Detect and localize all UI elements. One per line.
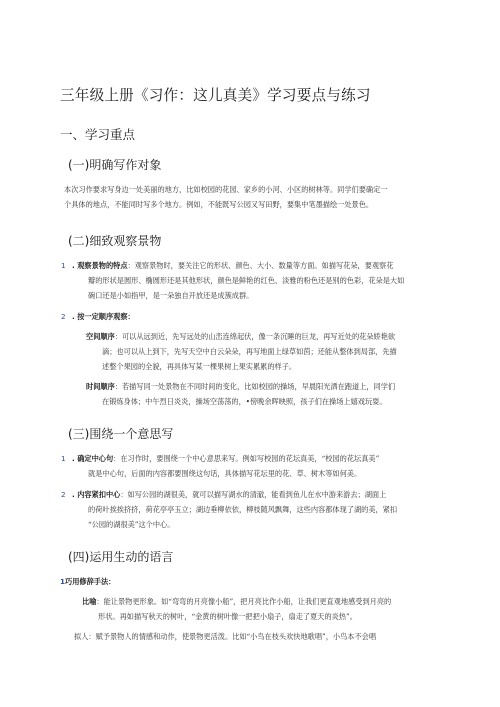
sub-line: ：能让景物更形象。如“弯弯的月亮像小船”，把月亮比作小船，让我们更直观地感受到月亮的 (96, 597, 392, 606)
item-line: 瓣的形状是圆形、椭圆形还是其他形状，颜色是鲜艳的红色、淡雅的粉色还是别的色彩，花朵是大如 (88, 276, 405, 285)
item-line: ：观察景物时，要关注它的形状、颜色、大小、数量等方面。如描写花朵，要观察花 (127, 261, 394, 270)
part1-paragraph (64, 182, 456, 212)
item-label: . 确定中心句 (72, 454, 114, 463)
sub-line: 滴；也可以从上到下，先写天空中白云朵朵，再写地面上绿草如茵；还能从整体到局部，先描 (102, 347, 397, 356)
document-title: 三年级上册《习作：这儿真美》学习要点与练习 (60, 87, 371, 104)
sub-line: 述整个果园的全貌，再具体写某一棵果树上果实累累的样子。 (102, 362, 297, 371)
sub-line: 形状。再如描写秋天的树叶，“金黄的树叶像一把把小扇子，扇走了夏天的炎热”。 (98, 612, 357, 621)
list-item (61, 451, 456, 481)
item-line: 就是中心句，后面的内容都要围绕这句话，具体描写花坛里的花、草、树木等如何美。 (88, 469, 362, 478)
sub-line: 在锻炼身体；中午烈日炎炎，操场空荡荡的，•傍晚余晖映照，孩子们在操场上嬉戏玩耍。 (102, 397, 387, 406)
sub-label: 空间顺序 (86, 332, 115, 341)
sub-line: 拟人：赋予景物人的情感和动作，使景物更活泼。比如“小鸟在枝头欢快地歌唱”，小鸟本不会唱 (74, 632, 377, 641)
part-heading-vivid-language: (四)运用生动的语言 (68, 550, 174, 564)
part1-line: 个具体的地点，不能同时写多个地方。例如，不能既写公园又写田野，要集中笔墨描绘一处景色。 (64, 200, 374, 209)
sub-line: ：可以从远到近，先写远处的山峦连绵起伏，像一条沉睡的巨龙，再写近处的花朵娇艳欲 (114, 332, 396, 341)
sub-label: 比喻 (82, 597, 97, 606)
item-line: ：在习作时，要围绕一个中心意思来写。例如写校园的花坛真美，“校园的花坛真美” (113, 454, 380, 463)
sub-line: ：若描写同一处景物在不同时间的变化，比如校园的操场，早晨阳光洒在跑道上，同学们 (114, 382, 396, 391)
item-number: 2 (61, 490, 66, 499)
item-number: 1 (61, 454, 66, 463)
item-number: 2 (61, 312, 66, 321)
item-label: 巧用修辞手法： (65, 577, 116, 586)
list-item (61, 258, 456, 303)
part1-line: 本次习作要求写身边一处美丽的地方，比如校园的花园、家乡的小河、小区的树林等。同学们要确定一 (64, 185, 388, 194)
sub-label: 时间顺序 (86, 382, 115, 391)
item-number: 1 (61, 261, 66, 270)
part-heading-writing-object: (一)明确写作对象 (68, 158, 162, 172)
list-item (61, 487, 456, 532)
item-line: “公园的湖很美”这个中心。 (88, 520, 175, 529)
list-item (61, 309, 456, 409)
item-label: . 按一定顺序观察： (72, 312, 135, 321)
item-line: ：如写公园的湖很美，就可以描写湖水的清澈，能看到鱼儿在水中游来游去；湖面上 (120, 490, 387, 499)
part-heading-observe: (二)细致观察景物 (68, 234, 162, 248)
part-heading-center-idea: (三)围绕一个意思写 (68, 427, 174, 441)
item-line: 的荷叶挨挨挤挤，荷花亭亭玉立；湖边垂柳依依，柳枝随风飘舞，这些内容都体现了湖的美，紧扣 (88, 505, 398, 514)
item-label: . 观察景物的特点 (72, 261, 128, 270)
item-line: 碗口还是小如指甲，是一朵独自开放还是成簇成群。 (88, 291, 254, 300)
list-item (60, 574, 456, 644)
item-number: 1 (60, 577, 66, 586)
section-heading-learning-focus: 一、学习重点 (60, 127, 136, 142)
item-label: . 内容紧扣中心 (72, 490, 121, 499)
